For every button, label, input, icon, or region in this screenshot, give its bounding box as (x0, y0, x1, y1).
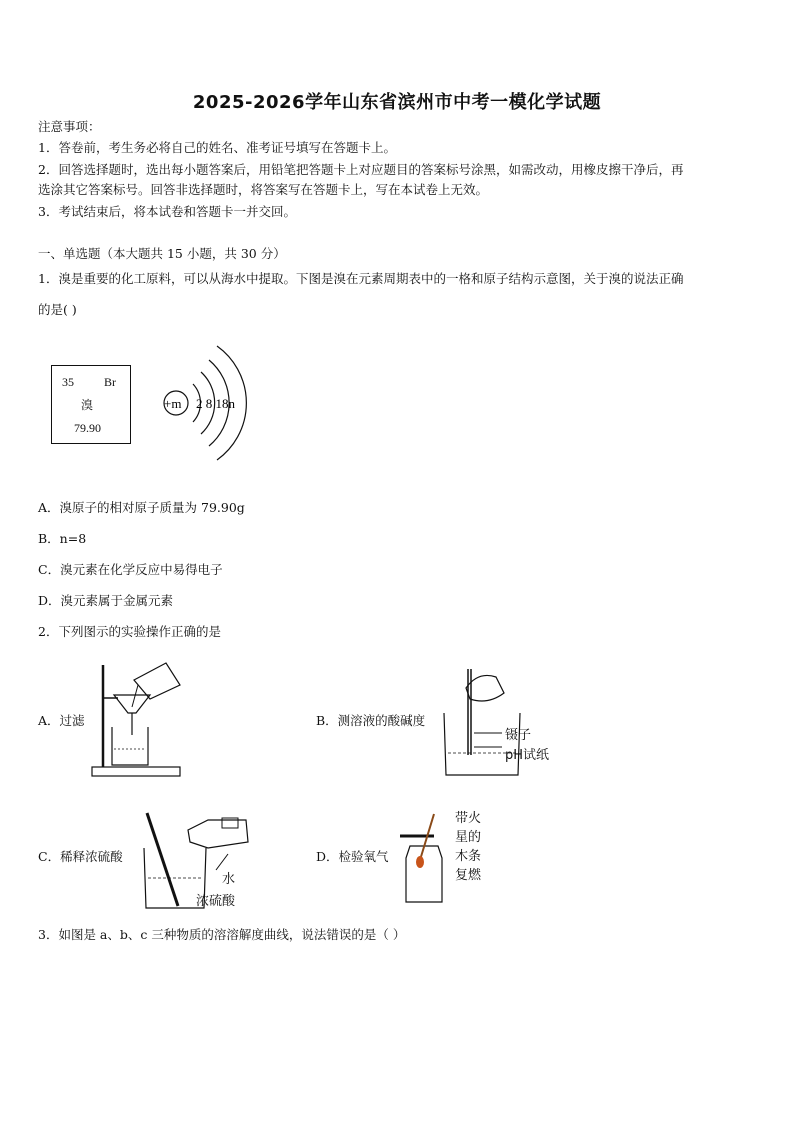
splint-label: 复燃 (455, 868, 482, 883)
acid-label: 浓硫酸 (196, 894, 236, 909)
gas-jar (406, 846, 442, 902)
reagent-bottle (188, 820, 248, 848)
notice-heading: 注意事项： (38, 119, 101, 134)
splint-label: 木条 (455, 849, 482, 864)
notice-item: 选涂其它答案标号。回答非选择题时，将答案写在答题卡上，写在本试卷上无效。 (38, 182, 489, 197)
stand-base (92, 767, 180, 776)
question-1-option-c[interactable]: C．溴元素在化学反应中易得电子 (38, 562, 223, 577)
section-heading: 一、单选题（本大题共 15 小题，共 30 分） (38, 246, 286, 261)
page-title: 2025-2026学年山东省滨州市中考一模化学试题 (192, 92, 602, 113)
element-symbol: Br (104, 375, 116, 389)
question-1-stem: 1．溴是重要的化工原料，可以从海水中提取。下图是溴在元素周期表中的一格和原子结构示意图，关于溴的说法正确 (38, 271, 684, 286)
glowing-tip (416, 856, 424, 868)
notice-item: 3．考试结束后，将本试卷和答题卡一并交回。 (38, 204, 296, 219)
question-2-option-b[interactable]: B．测溶液的酸碱度 (316, 713, 426, 728)
splint-label: 带火 (455, 811, 482, 826)
periodic-table-cell (51, 365, 131, 444)
question-1-option-d[interactable]: D．溴元素属于金属元素 (38, 593, 174, 608)
atomic-mass: 79.90 (74, 421, 101, 435)
atomic-number: 35 (62, 375, 74, 389)
filtration-apparatus (88, 655, 188, 783)
question-1-option-b[interactable]: B．n=8 (38, 531, 87, 546)
beaker (112, 727, 148, 765)
question-2-option-c[interactable]: C．稀释浓硫酸 (38, 849, 123, 864)
atom-structure-diagram (155, 338, 255, 468)
glass-rod (147, 813, 178, 906)
water-label: 水 (222, 872, 236, 887)
splint-label: 星的 (455, 830, 482, 845)
ph-test-diagram (438, 663, 568, 781)
question-1-stem-cont: 的是( ) (38, 302, 77, 317)
glass-rod (132, 685, 138, 707)
question-2-stem: 2．下列图示的实验操作正确的是 (38, 624, 221, 639)
notice-item: 2．回答选择题时，选出每小题答案后，用铅笔把答题卡上对应题目的答案标号涂黑，如需改动，用橡皮擦干净后，再 (38, 162, 684, 177)
question-2-option-a[interactable]: A．过滤 (38, 713, 85, 728)
pouring-beaker (134, 663, 180, 699)
element-name: 溴 (81, 398, 94, 412)
tweezers-label: 镊子 (505, 728, 532, 743)
notice-item: 1．答卷前，考生务必将自己的姓名、准考证号填写在答题卡上。 (38, 140, 396, 155)
question-2-option-d[interactable]: D．检验氧气 (316, 849, 389, 864)
ph-paper-label: pH试纸 (505, 748, 550, 763)
question-3-stem: 3．如图是 a、b、c 三种物质的溶溶解度曲线，说法错误的是（ ） (38, 927, 406, 942)
question-1-option-a[interactable]: A．溴原子的相对原子质量为 79.90g (38, 500, 245, 515)
shell-electrons: 2 8 18n (196, 396, 235, 411)
nucleus-charge: +m (164, 396, 182, 411)
funnel (114, 695, 150, 713)
